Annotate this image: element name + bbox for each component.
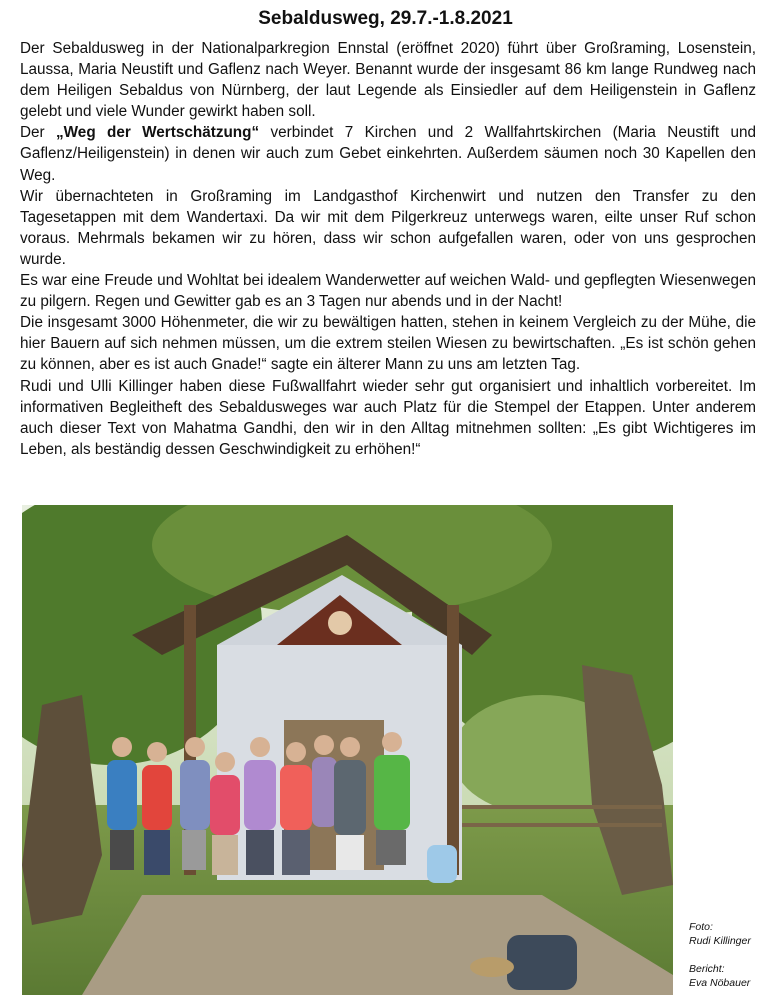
paragraph-text: Es war eine Freude und Wohltat bei idealem Wanderwetter auf weichen Wald- und gepflegten Wiesenwegen zu pilgern. Regen und Gewitter gab es an 3 Tagen nur abends und in der Nacht! xyxy=(20,272,756,311)
emphasis-text: „Weg der Wertschätzung“ xyxy=(56,124,260,142)
article-body xyxy=(20,38,756,460)
paragraph-text: Rudi und Ulli Killinger haben diese Fußwallfahrt wieder sehr gut organisiert und inhaltlich vorbereitet. Im informativen Begleitheft des Sebaldusweges war auch Platz für die Stempel der Etappen. Unter anderem auch dieser Text von Mahatma Gandhi, den wir in den Alltag mitnehmen sollten: „Es gibt Wichtigeres im Leben, als beständig dessen Geschwindigkeit zu erhöhen!“ xyxy=(20,377,756,458)
article-paragraph xyxy=(20,186,756,270)
report-credit-author: Eva Nöbauer xyxy=(689,977,751,989)
paragraph-text: Wir übernachteten in Großraming im Landgasthof Kirchenwirt und nutzen den Transfer zu den Tagesetappen mit dem Wandertaxi. Da wir mit dem Pilgerkreuz unterwegs waren, eilte unser Ruf schon voraus. Mehrmals bekamen wir zu hören, dass wir schon aufgefallen waren, oder von uns gesprochen wurde. xyxy=(20,187,756,268)
article-paragraph xyxy=(20,122,756,185)
paragraph-text: Der Sebaldusweg in der Nationalparkregion Ennstal (eröffnet 2020) führt über Großraming, Losenstein, Laussa, Maria Neustift und Gaflenz nach Weyer. Benannt wurde der insgesamt 86 km lange Rundweg nach dem Heiligen Sebaldus von Nürnberg, der laut Legende als Einsiedler auf dem Heiligenstein in Gaflenz gelebt und viele Wunder gewirkt haben soll. xyxy=(20,40,756,121)
photo-credits xyxy=(689,920,769,990)
article-paragraph xyxy=(20,270,756,312)
group-photo xyxy=(22,505,673,995)
article-paragraph xyxy=(20,312,756,375)
photo-credit-author: Rudi Killinger xyxy=(689,935,751,947)
paragraph-text: verbindet 7 Kirchen und 2 Wallfahrtskirchen (Maria Neustift und Gaflenz/Heiligenstein) in denen wir auch zum Gebet einkehrten. Außerdem säumen noch 30 Kapellen den Weg. xyxy=(20,124,756,184)
article-paragraph xyxy=(20,38,756,122)
page-title: Sebaldusweg, 29.7.-1.8.2021 xyxy=(258,8,513,29)
report-credit-label: Bericht: xyxy=(689,963,725,975)
photo-credit-label: Foto: xyxy=(689,921,713,933)
article-paragraph xyxy=(20,376,756,460)
paragraph-text: Die insgesamt 3000 Höhenmeter, die wir zu bewältigen hatten, stehen in keinem Vergleich zu der Mühe, die hier Bauern auf sich nehmen müssen, um die extrem steilen Wiesen zu bewirtschaften. „Es ist schön gehen zu können, aber es ist auch Gnade!“ sagte ein älterer Mann zu uns am letzten Tag. xyxy=(20,314,756,374)
paragraph-text: Der xyxy=(20,124,56,142)
